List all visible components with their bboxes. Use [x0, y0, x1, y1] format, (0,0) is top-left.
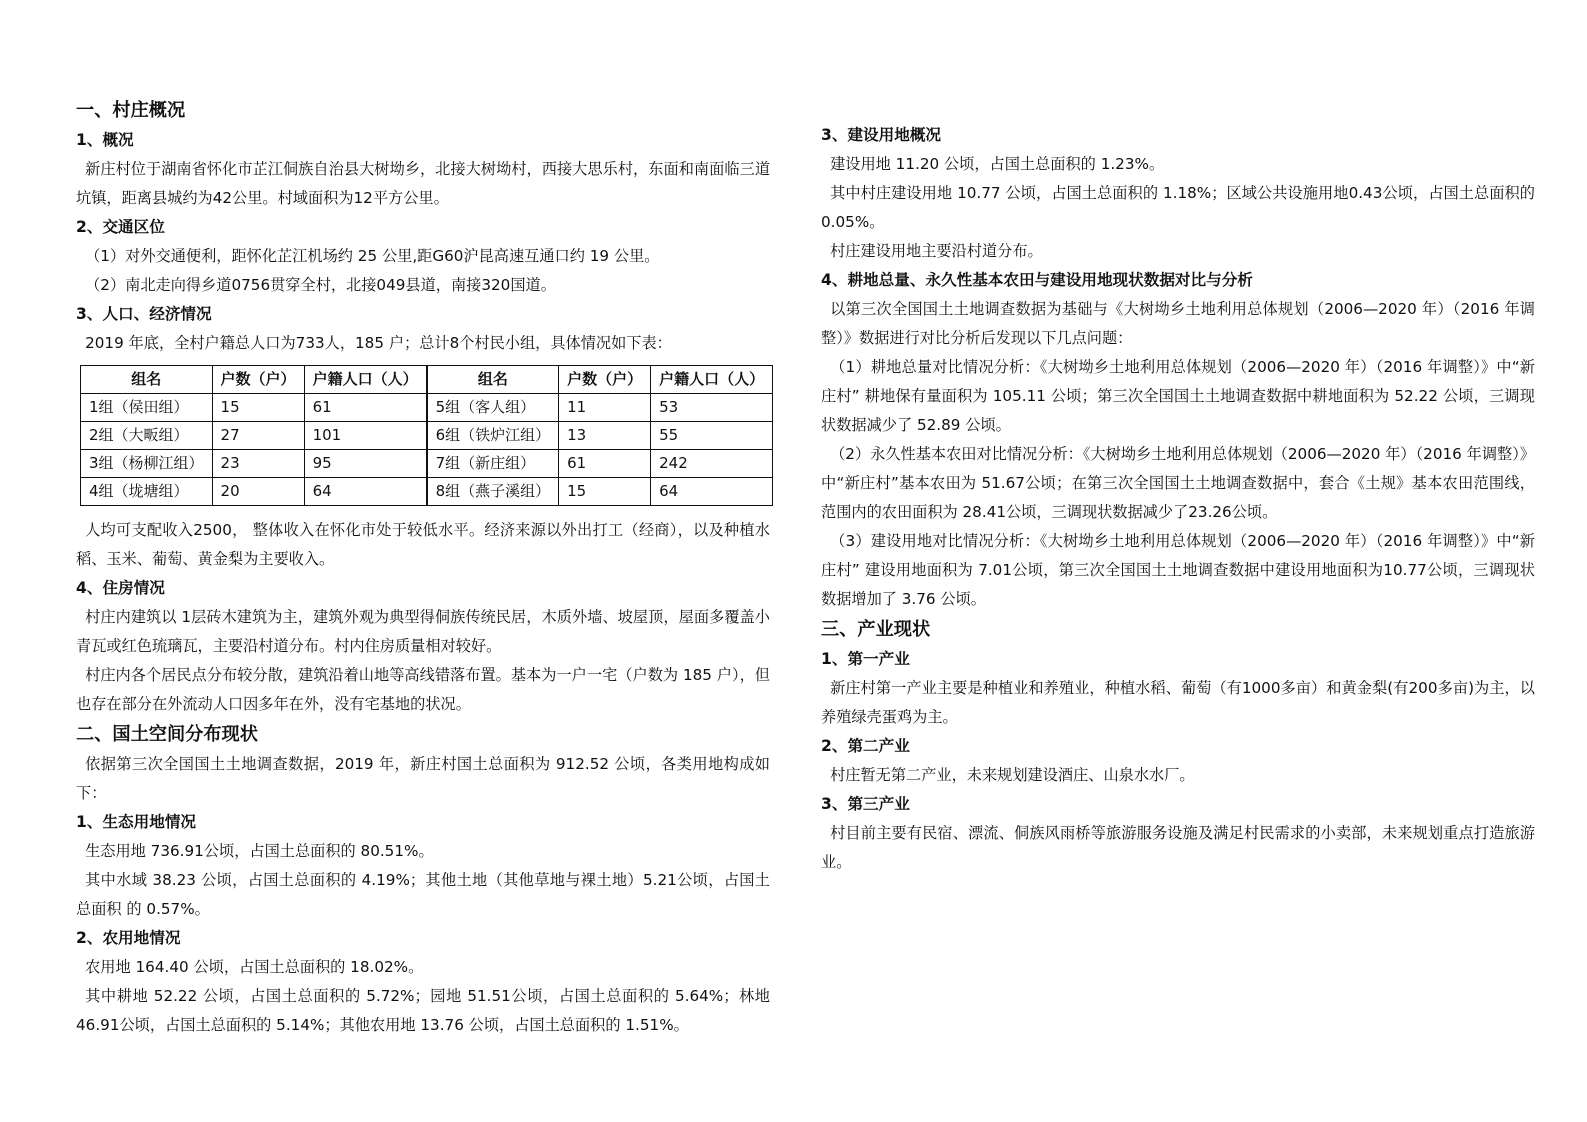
table-cell: 1组（侯田组） — [81, 394, 213, 422]
table-cell: 4组（垅塘组） — [81, 478, 213, 506]
subsection-title-overview: 1、概况 — [76, 131, 134, 149]
paragraph-tertiary-industry: 村目前主要有民宿、漂流、侗族风雨桥等旅游服务设施及满足村民需求的小卖部，未来规划重点打造旅游业。 — [821, 824, 1535, 871]
subsection-title-ecological-land: 1、生态用地情况 — [76, 813, 197, 831]
paragraph-agricultural-2: 其中耕地 52.22 公顷，占国土总面积的 5.72%；园地 51.51公顷，占国土总面积的 5.64%；林地46.91公顷，占国土总面积的 5.14%；其他农用地 13.76 公顷，占国土总面积的 1.51%。 — [76, 987, 770, 1034]
paragraph-traffic-1: （1）对外交通便利，距怀化芷江机场约 25 公里,距G60沪昆高速互通口约 19 公里。 — [85, 247, 660, 265]
header-population: 户籍人口（人） — [651, 366, 773, 394]
table-cell: 2组（大畈组） — [81, 422, 213, 450]
paragraph-ecological-1: 生态用地 736.91公顷，占国土总面积的 80.51%。 — [85, 842, 434, 860]
paragraph-overview: 新庄村位于湖南省怀化市芷江侗族自治县大树坳乡，北接大树坳村，西接大思乐村，东面和南面临三道坑镇，距离县城约为42公里。村域面积为12平方公里。 — [76, 160, 770, 207]
section-title-land-distribution: 二、国土空间分布现状 — [76, 724, 258, 745]
header-group-name: 组名 — [427, 366, 559, 394]
table-cell: 95 — [304, 450, 426, 478]
paragraph-construction-1: 建设用地 11.20 公顷，占国土总面积的 1.23%。 — [830, 155, 1165, 173]
section-title-industry: 三、产业现状 — [821, 619, 931, 640]
paragraph-ecological-2: 其中水域 38.23 公顷，占国土总面积的 4.19%；其他土地（其他草地与裸土地）5.21公顷，占国土总面积 的 0.57%。 — [76, 871, 770, 918]
population-table-right — [427, 365, 774, 506]
table-cell: 101 — [304, 422, 426, 450]
population-table-left — [80, 365, 427, 506]
paragraph-income: 人均可支配收入2500， 整体收入在怀化市处于较低水平。经济来源以外出打工（经商），以及种植水稻、玉米、葡萄、黄金梨为主要收入。 — [76, 521, 770, 568]
header-households: 户数（户） — [559, 366, 651, 394]
table-cell: 6组（铁炉江组） — [427, 422, 559, 450]
table-cell: 55 — [651, 422, 773, 450]
subsection-title-agricultural-land: 2、农用地情况 — [76, 929, 181, 947]
paragraph-land-intro: 依据第三次全国国土土地调查数据，2019 年，新庄村国土总面积为 912.52 公顷，各类用地构成如下： — [76, 755, 770, 802]
table-cell: 242 — [651, 450, 773, 478]
subsection-title-traffic: 2、交通区位 — [76, 218, 165, 236]
header-population: 户籍人口（人） — [304, 366, 426, 394]
paragraph-primary-industry: 新庄村第一产业主要是种植业和养殖业，种植水稻、葡萄（有1000多亩）和黄金梨(有200多亩)为主，以养殖绿壳蛋鸡为主。 — [821, 679, 1535, 726]
table-row — [427, 422, 773, 450]
left-column — [76, 95, 770, 1040]
paragraph-population: 2019 年底，全村户籍总人口为733人，185 户；总计8个村民小组，具体情况如下表： — [85, 334, 672, 352]
paragraph-comparison-intro: 以第三次全国国土土地调查数据为基础与《大树坳乡土地利用总体规划（2006—2020 年）（2016 年调整）》数据进行对比分析后发现以下几点问题： — [821, 300, 1535, 347]
population-tables — [80, 365, 770, 506]
table-cell: 53 — [651, 394, 773, 422]
table-header-row — [81, 366, 427, 394]
table-cell: 61 — [559, 450, 651, 478]
subsection-title-construction-land: 3、建设用地概况 — [821, 126, 942, 144]
table-row — [81, 478, 427, 506]
header-households: 户数（户） — [212, 366, 304, 394]
table-row — [81, 394, 427, 422]
table-cell: 15 — [559, 478, 651, 506]
table-cell: 27 — [212, 422, 304, 450]
table-cell: 7组（新庄组） — [427, 450, 559, 478]
subsection-title-housing: 4、住房情况 — [76, 579, 165, 597]
subsection-title-secondary-industry: 2、第二产业 — [821, 737, 910, 755]
paragraph-secondary-industry: 村庄暂无第二产业，未来规划建设酒庄、山泉水水厂。 — [830, 766, 1195, 784]
paragraph-construction-3: 村庄建设用地主要沿村道分布。 — [830, 242, 1043, 260]
paragraph-traffic-2: （2）南北走向得乡道0756贯穿全村，北接049县道，南接320国道。 — [85, 276, 556, 294]
subsection-title-population: 3、人口、经济情况 — [76, 305, 212, 323]
paragraph-construction-2: 其中村庄建设用地 10.77 公顷，占国土总面积的 1.18%；区域公共设施用地0.43公顷，占国土总面积的 0.05%。 — [821, 184, 1535, 231]
table-cell: 23 — [212, 450, 304, 478]
paragraph-housing-2: 村庄内各个居民点分布较分散，建筑沿着山地等高线错落布置。基本为一户一宅（户数为 185 户），但也存在部分在外流动人口因多年在外，没有宅基地的状况。 — [76, 666, 770, 713]
paragraph-agricultural-1: 农用地 164.40 公顷，占国土总面积的 18.02%。 — [85, 958, 424, 976]
table-cell: 15 — [212, 394, 304, 422]
subsection-title-comparison: 4、耕地总量、永久性基本农田与建设用地现状数据对比与分析 — [821, 271, 1253, 289]
table-cell: 11 — [559, 394, 651, 422]
table-cell: 61 — [304, 394, 426, 422]
table-header-row — [427, 366, 773, 394]
table-cell: 3组（杨柳江组） — [81, 450, 213, 478]
section-title-village-overview: 一、村庄概况 — [76, 100, 186, 121]
paragraph-comparison-farmland: （2）永久性基本农田对比情况分析：《大树坳乡土地利用总体规划（2006—2020 年）（2016 年调整）》中“新庄村”基本农田为 51.67公顷；在第三次全国国土土地调查数据中，套合《土规》基本农田范围线，范围内的农田面积为 28.41公顷，三调现状数据减少了23.26公顷。 — [821, 445, 1535, 521]
table-row — [427, 394, 773, 422]
subsection-title-primary-industry: 1、第一产业 — [821, 650, 910, 668]
subsection-title-tertiary-industry: 3、第三产业 — [821, 795, 910, 813]
paragraph-comparison-cultivated: （1）耕地总量对比情况分析：《大树坳乡土地利用总体规划（2006—2020 年）（2016 年调整）》中“新庄村” 耕地保有量面积为 105.11 公顷；第三次全国国土土地调查数据中耕地面积为 52.22 公顷，三调现状数据减少了 52.89 公顷。 — [821, 358, 1535, 434]
table-cell: 8组（燕子溪组） — [427, 478, 559, 506]
table-cell: 13 — [559, 422, 651, 450]
paragraph-housing-1: 村庄内建筑以 1层砖木建筑为主，建筑外观为典型得侗族传统民居，木质外墙、坡屋顶，屋面多覆盖小青瓦或红色琉璃瓦，主要沿村道分布。村内住房质量相对较好。 — [76, 608, 770, 655]
header-group-name: 组名 — [81, 366, 213, 394]
table-cell: 5组（客人组） — [427, 394, 559, 422]
table-row — [427, 450, 773, 478]
table-row — [427, 478, 773, 506]
table-row — [81, 450, 427, 478]
table-cell: 64 — [304, 478, 426, 506]
table-cell: 20 — [212, 478, 304, 506]
table-cell: 64 — [651, 478, 773, 506]
right-column — [821, 121, 1535, 877]
table-row — [81, 422, 427, 450]
paragraph-comparison-construction: （3）建设用地对比情况分析：《大树坳乡土地利用总体规划（2006—2020 年）（2016 年调整）》中“新庄村” 建设用地面积为 7.01公顷，第三次全国国土土地调查数据中建设用地面积为10.77公顷，三调现状数据增加了 3.76 公顷。 — [821, 532, 1535, 608]
